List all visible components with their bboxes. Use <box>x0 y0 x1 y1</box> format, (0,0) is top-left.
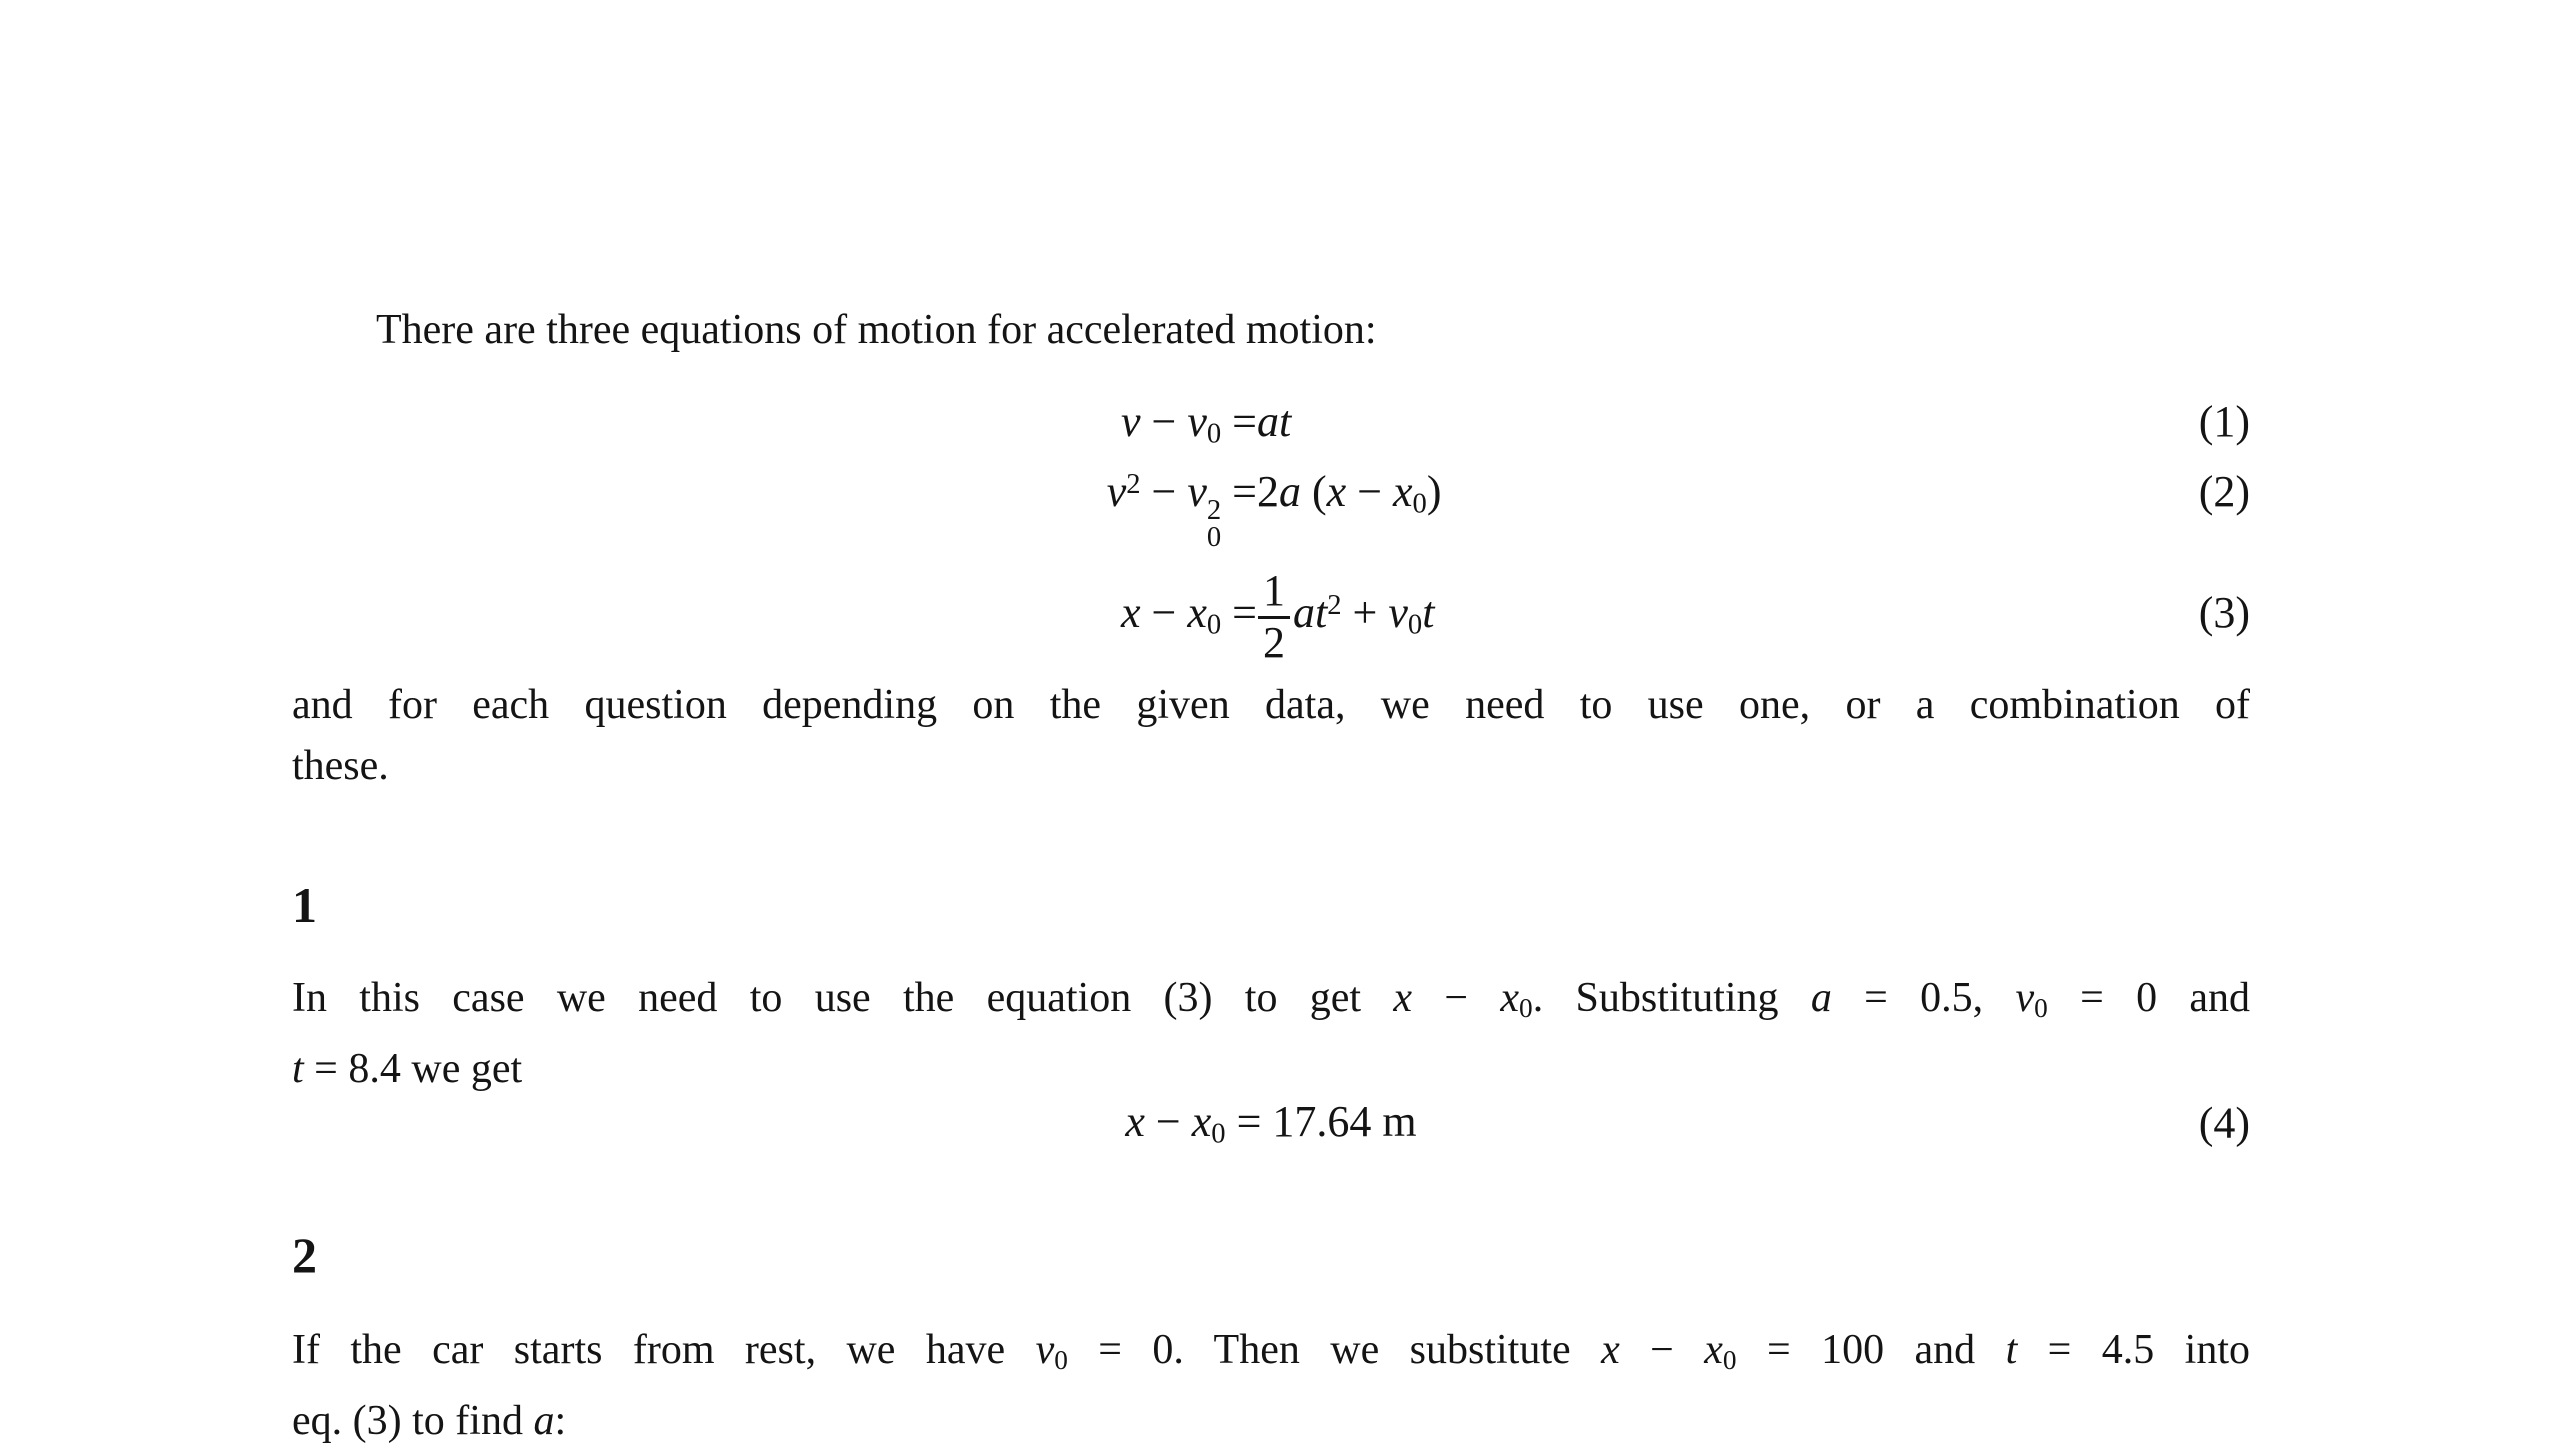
math-token: 0 <box>1206 522 1222 554</box>
math-token: = <box>1221 467 1257 517</box>
math-token: : <box>554 1398 567 1444</box>
math-token: v <box>1106 467 1127 517</box>
equation-4 <box>292 1096 2250 1150</box>
paragraph-line <box>292 968 2250 1039</box>
math-token: 0 <box>2034 993 2048 1023</box>
math-token: 0 <box>1722 1345 1737 1375</box>
equation-row <box>292 1096 2250 1150</box>
fraction <box>1258 567 1290 667</box>
equation-rhs <box>1257 567 2199 667</box>
section-2-heading: 2 <box>292 1227 317 1283</box>
math-token: − <box>1412 975 1501 1021</box>
math-token: x <box>1500 975 1520 1021</box>
paragraph-line <box>292 1391 2250 1452</box>
math-token: 2 <box>1206 495 1222 527</box>
math-token: 0 <box>1206 609 1222 641</box>
math-token: these. <box>292 743 389 789</box>
math-token: − <box>1144 1097 1192 1146</box>
math-token: x <box>1601 1327 1620 1373</box>
equation-lhs <box>292 587 1257 641</box>
equation-lhs <box>292 466 1257 554</box>
equation-number: (3) <box>2198 588 2250 638</box>
paragraph-line <box>292 1320 2250 1391</box>
math-token: = 4.5 into <box>2017 1327 2251 1373</box>
equation-row <box>292 466 2250 554</box>
math-token: − <box>1140 397 1188 446</box>
equation-row <box>292 396 2250 450</box>
math-token: a <box>1279 467 1301 517</box>
paragraph-line <box>292 736 2250 797</box>
equation-number: (4) <box>2198 1098 2250 1148</box>
equation-lhs <box>292 396 1257 450</box>
math-token: = <box>1221 588 1257 638</box>
math-token: = <box>1221 397 1257 446</box>
equation-body <box>1125 1097 1417 1150</box>
math-token: x <box>1393 467 1413 517</box>
math-token: 0 <box>1519 993 1533 1023</box>
math-token: a <box>1257 397 1279 446</box>
math-token: eq. (3) to find <box>292 1398 534 1444</box>
math-token: and for each question depending on the given data, we need to use one, or a combination of <box>292 682 2250 728</box>
paragraph-line <box>292 675 2250 736</box>
math-token: 0 <box>1211 1118 1226 1150</box>
math-token: 1 <box>1263 566 1285 616</box>
equation-rhs <box>1257 466 2199 520</box>
math-token: = 0. Then we substitute <box>1067 1327 1602 1373</box>
math-token: 0 <box>1206 418 1222 450</box>
math-token: v <box>2015 975 2035 1021</box>
math-token: − <box>1346 467 1394 517</box>
section-1-paragraph <box>292 968 2250 1100</box>
math-token: If the car starts from rest, we have <box>292 1327 1036 1373</box>
math-token: 2 <box>1126 469 1141 501</box>
math-token: t <box>1422 588 1435 638</box>
section-2-paragraph <box>292 1320 2250 1452</box>
math-token: v <box>1388 588 1408 638</box>
math-token: v <box>1187 397 1207 446</box>
math-token: 0 <box>1054 1345 1068 1375</box>
paragraph-line <box>292 300 2250 361</box>
math-token: v <box>1187 467 1207 517</box>
math-token: = 100 and <box>1736 1327 2006 1373</box>
math-token: x <box>1187 588 1207 638</box>
math-token: 2 <box>1257 467 1279 517</box>
equation-number: (1) <box>2198 397 2250 446</box>
math-token: − <box>1140 467 1188 517</box>
equation-rhs <box>1257 396 2199 447</box>
math-token: = 0.5, <box>1831 975 2016 1021</box>
math-token: x <box>1704 1327 1723 1373</box>
math-token: There are three equations of motion for accelerated motion: <box>376 307 1377 353</box>
math-token: 0 <box>1407 609 1423 641</box>
equations-block <box>292 396 2250 667</box>
math-token: x <box>1120 588 1141 638</box>
math-token: x <box>1125 1097 1145 1146</box>
math-token: . Substituting <box>1532 975 1811 1021</box>
closing-paragraph <box>292 675 2250 797</box>
equation-row <box>292 567 2250 667</box>
math-token: x <box>1191 1097 1212 1146</box>
math-token: 2 <box>1258 616 1290 667</box>
math-token <box>1206 495 1222 554</box>
math-token: t <box>2005 1327 2018 1373</box>
math-token: = 0 and <box>2047 975 2251 1021</box>
math-token: − <box>1619 1327 1705 1373</box>
math-token: In this case we need to use the equation (3) to get <box>292 975 1394 1021</box>
intro-paragraph <box>292 300 2250 361</box>
math-token: v <box>1120 397 1141 446</box>
paragraph-line <box>292 1039 2250 1100</box>
math-token: 0 <box>1412 488 1427 520</box>
section-1-heading: 1 <box>292 877 317 933</box>
math-token: = 8.4 we get <box>303 1046 523 1092</box>
math-token: a <box>533 1398 555 1444</box>
math-token: t <box>292 1046 304 1092</box>
math-token: = 17.64 m <box>1225 1097 1417 1146</box>
math-token: 2 <box>1327 590 1342 622</box>
math-token: ( <box>1301 467 1327 517</box>
math-token: a <box>1293 588 1315 638</box>
math-token: t <box>1315 588 1328 638</box>
equation-number: (2) <box>2198 467 2250 517</box>
math-token: x <box>1393 975 1413 1021</box>
math-token: + <box>1341 588 1389 638</box>
math-token: x <box>1326 467 1347 517</box>
math-token: − <box>1140 588 1188 638</box>
math-token: v <box>1035 1327 1055 1373</box>
math-token: t <box>1279 397 1292 446</box>
math-token: ) <box>1426 467 1442 517</box>
math-token: a <box>1810 975 1832 1021</box>
